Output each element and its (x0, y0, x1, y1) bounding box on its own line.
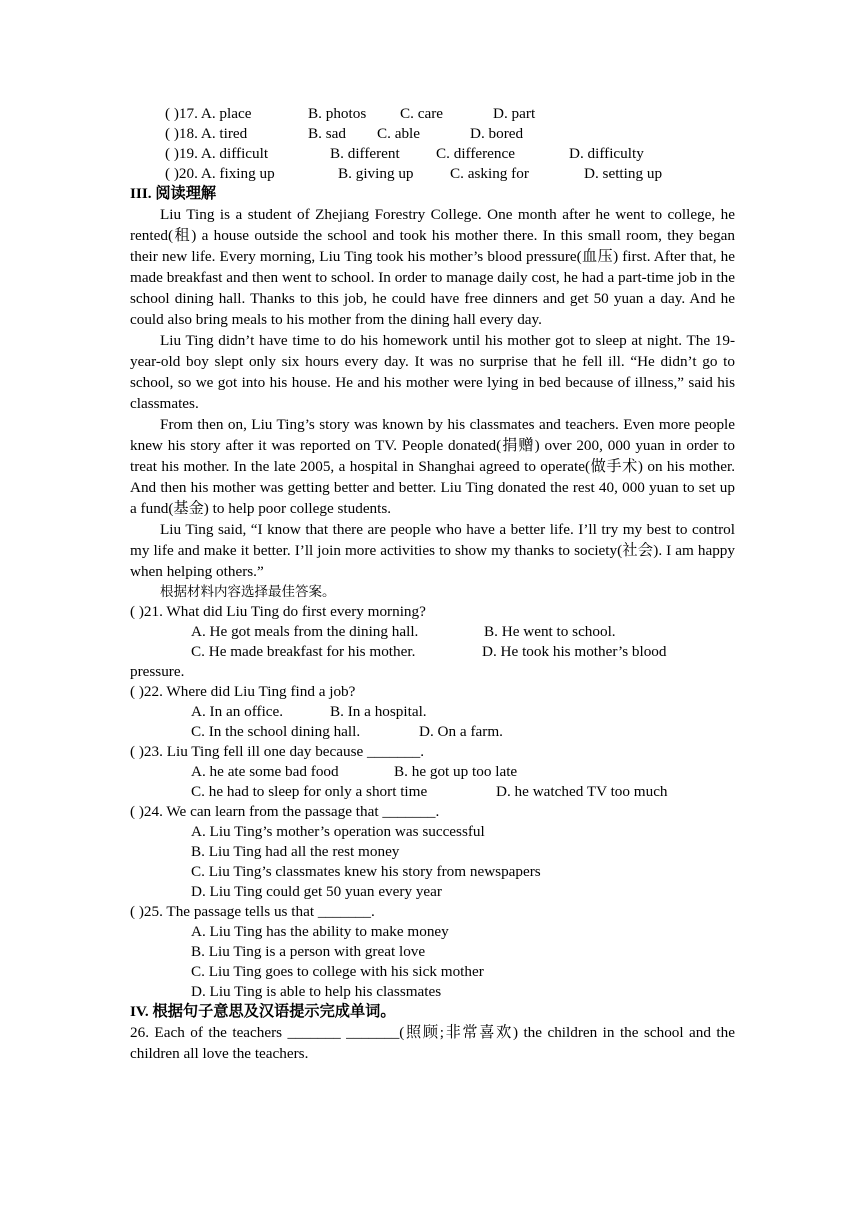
section-heading-vocabulary: IV. 根据句子意思及汉语提示完成单词。 (130, 1003, 396, 1020)
question-stem: ( )21. What did Liu Ting do first every morning? (130, 603, 426, 620)
question-24 (130, 802, 735, 902)
passage-paragraph-1: Liu Ting is a student of Zhejiang Forestry College. One month after he went to college, he rented(租) a house outside the school and took his mother there. In this small room, they began their new life. Every morning, Liu Ting took his mother’s blood pressure(血压) first. After that, he made breakfast and then went to school. In order to manage daily cost, he had a part-time job in the school dining hall. Thanks to this job, he could have free dinners and get 50 yuan a day. And he could also bring meals to his mother from the dining hall every day. (130, 206, 735, 328)
question-25 (130, 902, 735, 1002)
question-stem: ( )24. We can learn from the passage that _______. (130, 803, 440, 820)
question-22 (130, 682, 735, 742)
option-b: B. Liu Ting is a person with great love (191, 943, 426, 960)
option-row: C. He made breakfast for his mother. D. He took his mother’s blood (191, 643, 667, 660)
passage-paragraph-4: Liu Ting said, “I know that there are people who have a better life. I’ll try my best to control my life and make it better. I’ll join more activities to show my thanks to society(社会). I am happy when helping others.” (130, 521, 735, 580)
cloze-item-18: ( )18. A. tired B. sad C. able D. bored (165, 125, 524, 142)
section-heading-reading: III. 阅读理解 (130, 185, 217, 202)
question-26: 26. Each of the teachers _______ _______(照顾;非常喜欢) the children in the school and the children all love the teachers. (130, 1024, 735, 1062)
option-row: A. he ate some bad food B. he got up too late (191, 763, 518, 780)
question-23 (130, 742, 735, 802)
cloze-item-17: ( )17. A. place B. photos C. care D. part (165, 105, 536, 122)
passage-paragraph-3: From then on, Liu Ting’s story was known by his classmates and teachers. Even more people knew his story after it was reported on TV. People donated(捐赠) over 200, 000 yuan in order to treat his mother. In the late 2005, a hospital in Shanghai agreed to operate(做手术) on his mother. And then his mother was getting better and better. Liu Ting donated the rest 40, 000 yuan to set up a fund(基金) to help poor college students. (130, 416, 735, 517)
reading-instruction: 根据材料内容选择最佳答案。 (160, 584, 336, 600)
question-stem: ( )23. Liu Ting fell ill one day because _______. (130, 743, 425, 760)
question-stem: ( )25. The passage tells us that _______. (130, 903, 375, 920)
question-stem: ( )22. Where did Liu Ting find a job? (130, 683, 356, 700)
option-c: C. Liu Ting goes to college with his sick mother (191, 963, 484, 980)
option-row: C. he had to sleep for only a short time D. he watched TV too much (191, 783, 668, 800)
option-c: C. Liu Ting’s classmates knew his story from newspapers (191, 863, 541, 880)
option-d: D. Liu Ting could get 50 yuan every year (191, 883, 442, 900)
question-21 (130, 602, 735, 682)
passage-paragraph-2: Liu Ting didn’t have time to do his homework until his mother got to sleep at night. The 19-year-old boy slept only six hours every day. It was no surprise that he fell ill. “He didn’t go to school, so we got into his house. He and his mother were lying in bed because of illness,” said his classmates. (130, 332, 735, 412)
option-a: A. Liu Ting has the ability to make money (191, 923, 449, 940)
cloze-options (130, 104, 735, 184)
cloze-item-20: ( )20. A. fixing up B. giving up C. asking for D. setting up (165, 165, 663, 182)
cloze-item-19: ( )19. A. difficult B. different C. difference D. difficulty (165, 145, 644, 162)
option-b: B. Liu Ting had all the rest money (191, 843, 400, 860)
option-row: A. In an office. B. In a hospital. (191, 703, 427, 720)
worksheet-page (130, 104, 735, 1064)
option-a: A. Liu Ting’s mother’s operation was successful (191, 823, 485, 840)
option-row: C. In the school dining hall. D. On a farm. (191, 723, 503, 740)
option-row: A. He got meals from the dining hall. B. He went to school. (191, 623, 616, 640)
option-d: D. Liu Ting is able to help his classmates (191, 983, 442, 1000)
option-continuation: pressure. (130, 663, 185, 680)
